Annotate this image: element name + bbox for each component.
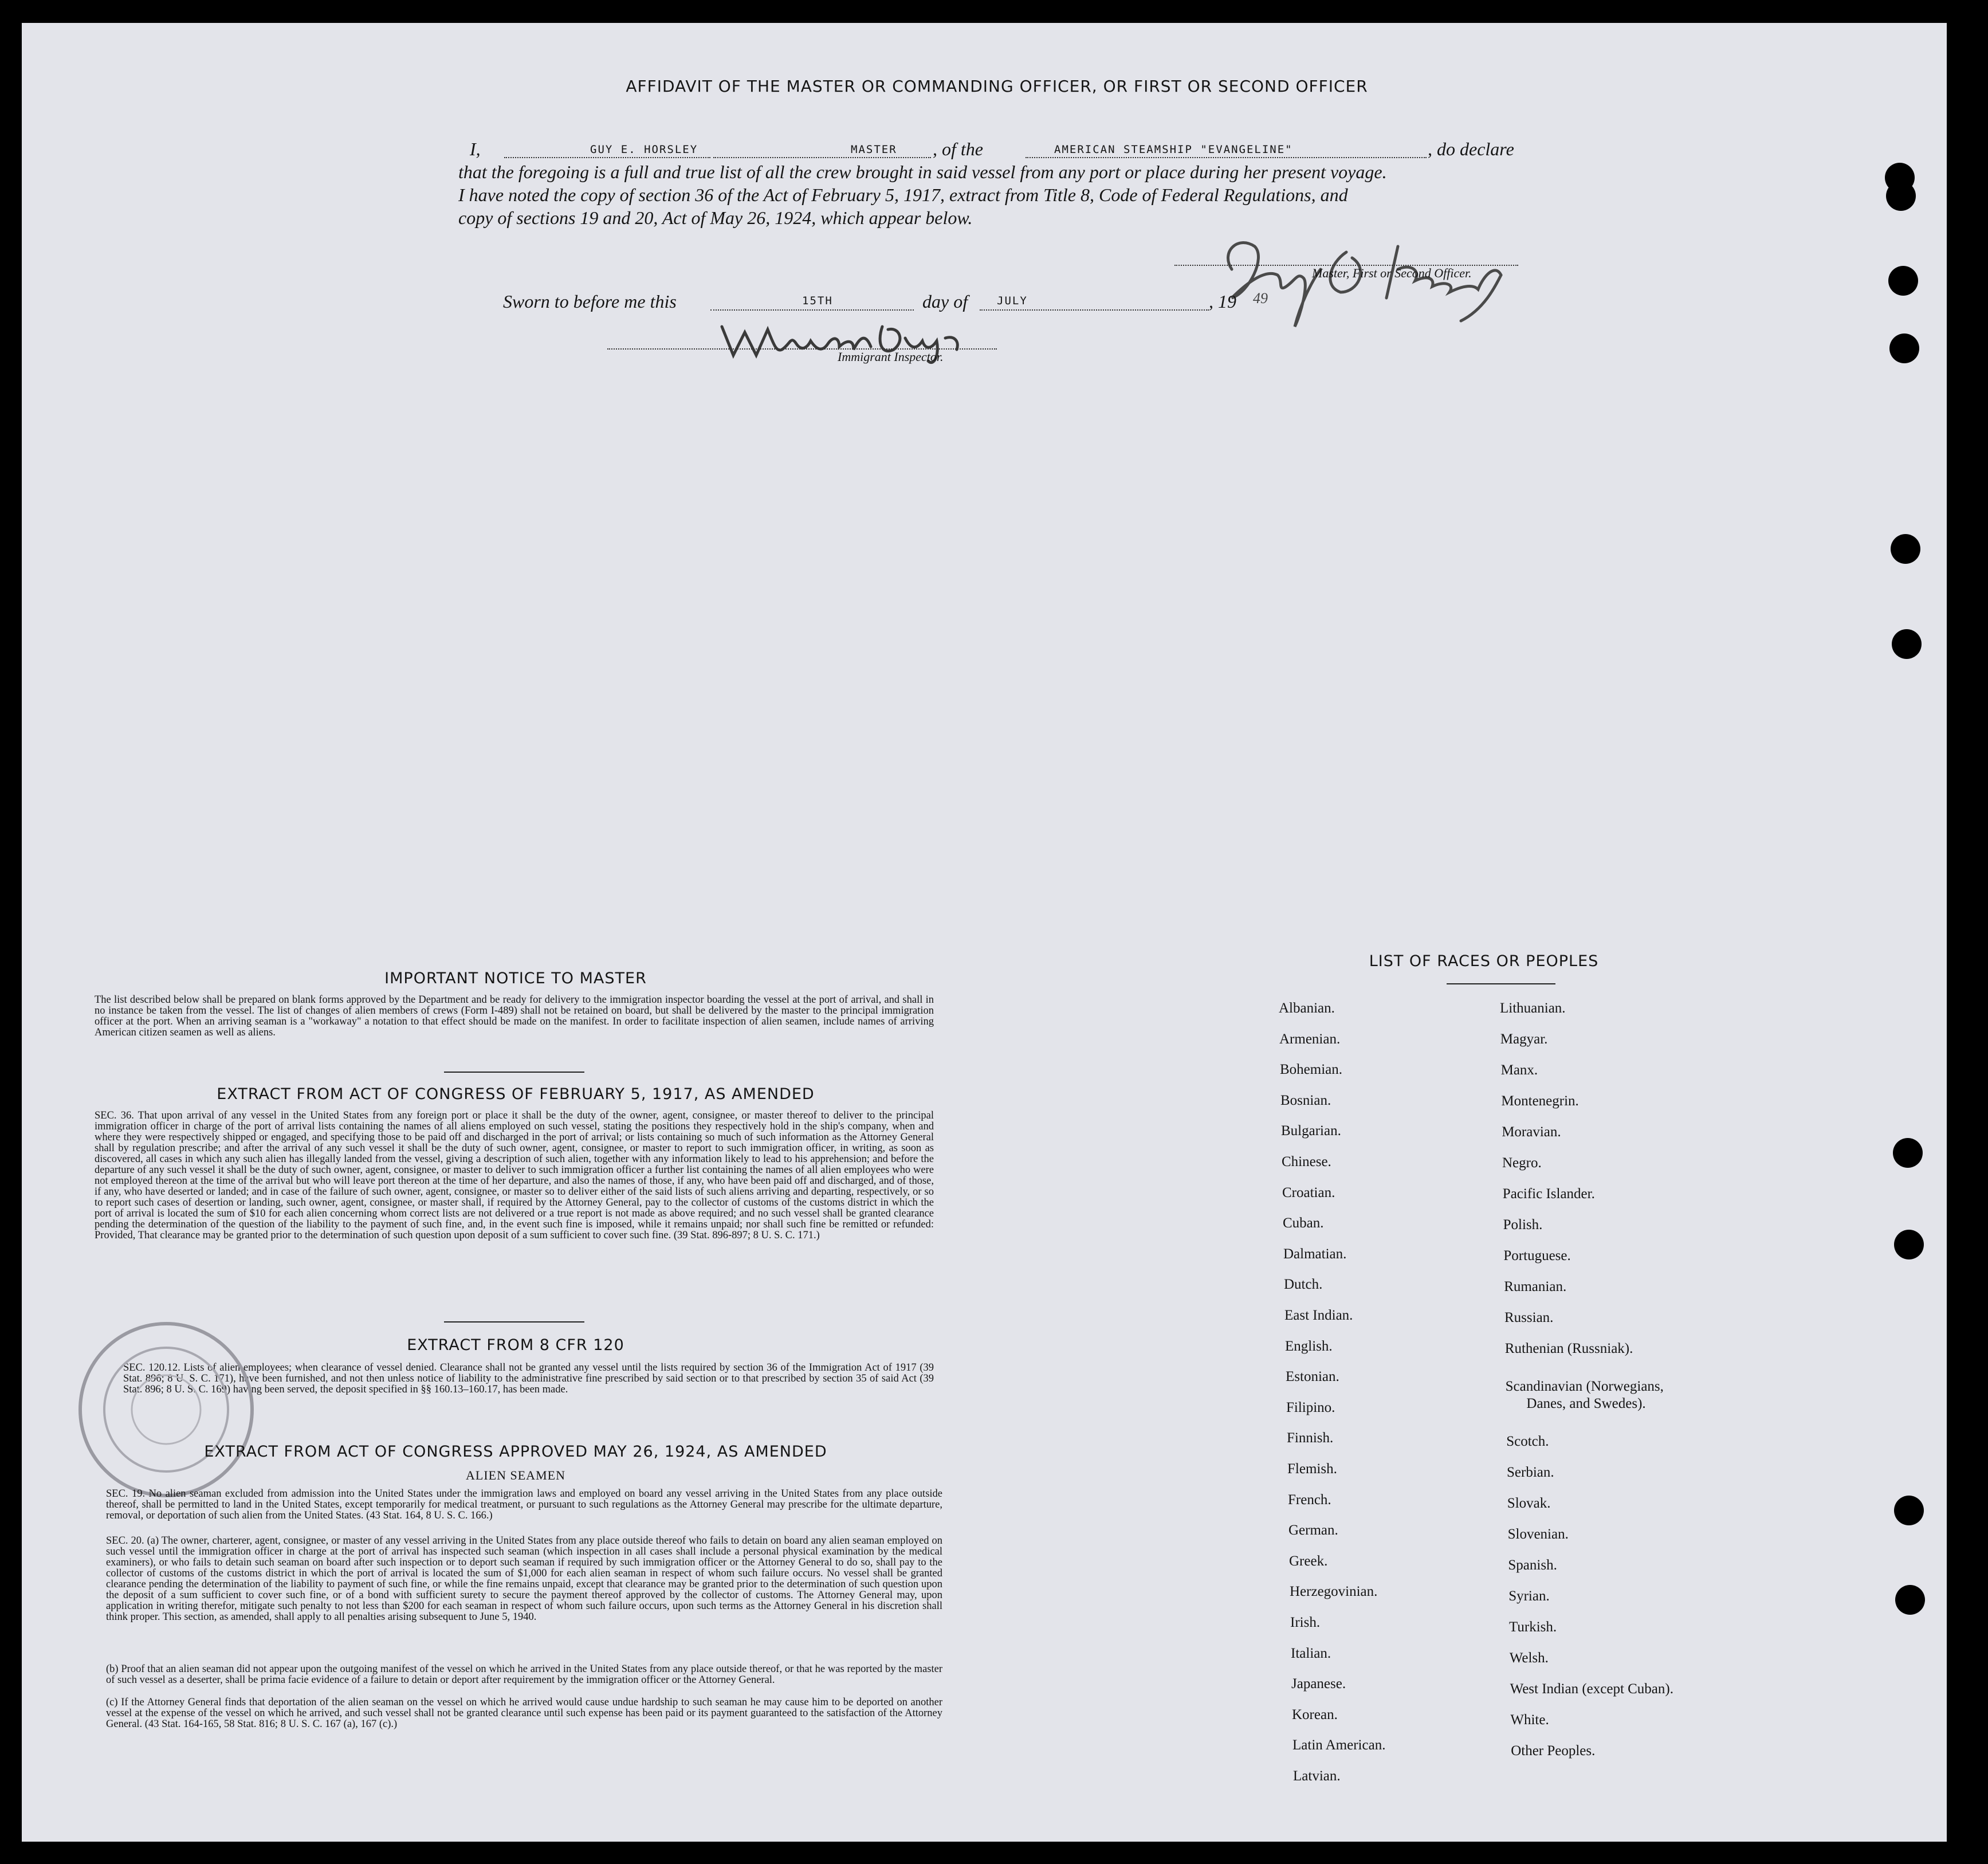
race-item: German. — [1288, 1522, 1338, 1539]
race-item: Danes, and Swedes). — [1526, 1396, 1646, 1411]
year-prefix: , 19 — [1209, 291, 1236, 312]
extract-cfr-title: EXTRACT FROM 8 CFR 120 — [407, 1336, 624, 1354]
day-field — [710, 292, 914, 311]
race-item: Pacific Islander. — [1502, 1186, 1595, 1202]
race-item: Manx. — [1500, 1062, 1538, 1078]
race-item: East Indian. — [1284, 1308, 1353, 1323]
year-value: 49 — [1253, 290, 1268, 307]
race-item: Negro. — [1502, 1155, 1542, 1171]
day-value: 15TH — [802, 295, 833, 307]
race-item: Cuban. — [1283, 1215, 1324, 1231]
notice-text: The list described below shall be prepared on blank forms approved by the Department and be ready for delivery to the immigration inspector boarding the vessel at the port of arrival, and shall in no instance be taken from the vessel. The list of changes of alien members of crews (Form I-489) shall not be retained on board, but shall be delivered by the master to the principal immigration officer at the port. When an arriving seaman is a "workaway" a notation to that effect should be made on the manifest. In order to facilitate inspection of alien seamen, include names of arriving American citizen seamen as well as aliens. — [95, 994, 934, 1038]
notice-title: IMPORTANT NOTICE TO MASTER — [384, 970, 647, 987]
affidavit-body-line: copy of sections 19 and 20, Act of May 26, 1924, which appear below. — [458, 207, 973, 228]
punch-hole — [1892, 629, 1922, 659]
race-item: Russian. — [1504, 1310, 1554, 1325]
sworn-label: Sworn to before me this — [503, 291, 677, 312]
race-item: Flemish. — [1287, 1461, 1337, 1477]
signature-caption: Master, First or Second Officer. — [1312, 266, 1472, 280]
race-item: Latin American. — [1292, 1737, 1386, 1753]
ink-stamp — [69, 1312, 264, 1507]
divider — [444, 1072, 584, 1073]
race-item: Korean. — [1292, 1706, 1338, 1722]
extract-1924-title: EXTRACT FROM ACT OF CONGRESS APPROVED MAY 26, 1924, AS AMENDED — [204, 1443, 827, 1461]
race-item: Portuguese. — [1503, 1248, 1571, 1263]
race-item: Bulgarian. — [1281, 1123, 1341, 1139]
month-field — [980, 292, 1209, 311]
sec20a-text: SEC. 20. (a) The owner, charterer, agent, consignee, or master of any vessel arriving in the United States from any place outside thereof who fails to detain on board any alien seaman employed on such vessel until the immigration officer in charge at the port of arrival has inspected such seaman (which inspection in all cases shall include a personal physical examination by the medical examiners), or who fails to detain such seaman on board after such inspection or to deport such seaman if required by such immigration officer or the Attorney General to do so, shall pay to the collector of customs of the customs district in which the port of arrival is located the sum of $1,000 for each alien seaman in respect of whom such failure occurs. No vessel shall be granted clearance pending the determination of the liability to payment of such fine, or while the fine remains unpaid, except that clearance may be granted prior to the determination of such question upon the deposit of a sum sufficient to cover such fine, or of a bond with sufficient surety to secure the payment thereof approved by the collector of customs. The Attorney General may, upon application in writing therefor, mitigate such penalty to not less than $200 for each seaman in respect of whom such failure occurs, upon such terms as the Attorney General in his discretion shall think proper. This section, as amended, shall apply to all penalties arising subsequent to June 5, 1940. — [106, 1535, 942, 1623]
race-item: Japanese. — [1291, 1676, 1346, 1692]
month-value: JULY — [997, 295, 1028, 307]
extract-1917-text: SEC. 36. That upon arrival of any vessel in the United States from any foreign port or place it shall be the duty of the owner, agent, consignee, or master thereof to deliver to the principal immigration officer in charge of the port of arrival lists containing the names of all aliens employed on such vessel, stating the positions they respectively hold in the ship's company, when and where they were respectively shipped or engaged, and specifying those to be paid off and discharged in the port of arrival; or lists containing so much of such information as the Attorney General shall by regulation prescribe; and after the arrival of any such vessel it shall be the duty of such owner, agent, consignee, or master to report to such immigration officer, in writing, as soon as discovered, all cases in which any such alien has illegally landed from the vessel, giving a description of such alien, together with any information likely to lead to his apprehension; and before the departure of any such vessel it shall be the duty of such owner, agent, consignee, or master to deliver to such immigration officer a further list containing the names of all alien employees who were not employed thereon at the time of the arrival but who will leave port thereon at the time of her departure, and also the names of those, if any, who have been paid off and discharged, and of those, if any, who have deserted or landed; and in case of the failure of such owner, agent, consignee, or master so to deliver either of the said lists of such aliens arriving and departing, respectively, or so to report such cases of desertion or landing, such owner, agent, consignee, or master shall, if required by the Attorney General, pay to the collector of customs of the customs district in which the port of arrival is located the sum of $10 for each alien concerning whom correct lists are not delivered or a true report is not made as above required; and no such vessel shall be granted clearance pending the determination of the question of the liability to the payment of such fine, and, in the event such fine is imposed, while it remains unpaid; nor shall such fine be remitted or refunded: Provided, That clearance may be granted prior to the determination of such question upon deposit of a sum sufficient to cover such fine. (39 Stat. 896-897; 8 U. S. C. 171.) — [95, 1110, 934, 1241]
rank-field — [713, 140, 931, 158]
master-signature — [1215, 229, 1535, 332]
race-item: Dutch. — [1284, 1277, 1323, 1293]
affidavit-title: AFFIDAVIT OF THE MASTER OR COMMANDING OFFICER, OR FIRST OR SECOND OFFICER — [626, 77, 1368, 96]
race-item: Finnish. — [1287, 1430, 1334, 1446]
race-item: Croatian. — [1282, 1184, 1335, 1200]
alien-seamen-subtitle: ALIEN SEAMEN — [466, 1468, 565, 1482]
race-item: Rumanian. — [1504, 1279, 1567, 1294]
race-item: Greek. — [1289, 1553, 1328, 1569]
race-item: Bohemian. — [1280, 1062, 1343, 1078]
punch-hole — [1894, 1230, 1924, 1259]
day-of-label: day of — [922, 291, 968, 312]
master-name: GUY E. HORSLEY — [590, 143, 698, 156]
affidavit-body-line: that the foregoing is a full and true list of all the crew brought in said vessel from any port or place during her present voyage. — [458, 162, 1387, 182]
sec20b-text: (b) Proof that an alien seaman did not appear upon the outgoing manifest of the vessel on which he arrived in the United States from any place outside thereof, or that he was reported by the master of such vessel as a deserter, shall be prima facie evidence of a failure to detain or deport after requirement by the immigration officer or the Attorney General. — [106, 1663, 942, 1686]
race-item: Other Peoples. — [1511, 1743, 1596, 1759]
race-item: Scotch. — [1506, 1434, 1549, 1449]
punch-hole — [1894, 1496, 1924, 1525]
punch-hole — [1886, 181, 1916, 211]
race-item: Dalmatian. — [1283, 1246, 1347, 1262]
extract-cfr-text: SEC. 120.12. Lists of alien employees; when clearance of vessel denied. Clearance shall not be granted any vessel until the lists required by section 36 of the Immigration Act of 1917 (39 Stat. 896; 8 U. S. C. 171), have been furnished, and not then unless notice of liability to the administrative fine prescribed by said section or to that prescribed by section 35 of said Act (39 Stat. 896; 8 U. S. C. 169) having been served, the deposit specified in §§ 160.13–160.17, has been made. — [123, 1362, 934, 1395]
race-item: Albanian. — [1279, 1000, 1335, 1016]
vessel-name: AMERICAN STEAMSHIP "EVANGELINE" — [1054, 143, 1293, 156]
race-item: Ruthenian (Russniak). — [1504, 1341, 1633, 1356]
race-item: Herzegovinian. — [1290, 1584, 1378, 1600]
inspector-caption: Immigrant Inspector. — [838, 350, 944, 364]
punch-hole — [1891, 534, 1920, 564]
race-item: Syrian. — [1508, 1588, 1550, 1604]
declare-label: , do declare — [1428, 139, 1514, 159]
race-item: French. — [1288, 1492, 1331, 1508]
race-item: Welsh. — [1509, 1650, 1549, 1666]
race-item: Filipino. — [1286, 1399, 1335, 1415]
rank-value: MASTER — [851, 143, 897, 156]
race-item: Turkish. — [1509, 1619, 1557, 1635]
race-item: Chinese. — [1282, 1154, 1331, 1170]
divider — [1447, 983, 1555, 984]
race-item: White. — [1510, 1712, 1549, 1728]
race-item: Armenian. — [1279, 1031, 1341, 1047]
race-item: Lithuanian. — [1500, 1000, 1566, 1016]
race-item: Latvian. — [1293, 1768, 1341, 1784]
race-item: Italian. — [1291, 1645, 1331, 1661]
sec20c-text: (c) If the Attorney General finds that deportation of the alien seaman on the vessel on which he arrived would cause undue hardship to such seaman he may cause him to be deported on another vessel at the expense of the vessel on which he arrived, and such vessel shall not be granted clearance until such expense has been paid or its payment guaranteed to the satisfaction of the Attorney General. (43 Stat. 164-165, 58 Stat. 816; 8 U. S. C. 167 (a), 167 (c).) — [106, 1697, 942, 1730]
race-item: Moravian. — [1502, 1124, 1561, 1140]
extract-1917-title: EXTRACT FROM ACT OF CONGRESS OF FEBRUARY 5, 1917, AS AMENDED — [217, 1085, 815, 1103]
punch-hole — [1889, 333, 1919, 363]
race-item: Spanish. — [1508, 1557, 1557, 1573]
divider — [444, 1321, 584, 1323]
affidavit-i-label: I, — [470, 139, 481, 159]
race-item: West Indian (except Cuban). — [1510, 1681, 1673, 1697]
race-item: Bosnian. — [1280, 1092, 1331, 1108]
race-item: Irish. — [1290, 1615, 1321, 1630]
punch-hole — [1888, 266, 1918, 296]
race-item: Scandinavian (Norwegians, — [1505, 1379, 1664, 1394]
race-item: English. — [1285, 1338, 1333, 1354]
race-item: Montenegrin. — [1501, 1093, 1579, 1109]
punch-hole — [1895, 1585, 1925, 1615]
sec19-text: SEC. 19. No alien seaman excluded from admission into the United States under the immigration laws and employed on board any vessel arriving in the United States from any place outside thereof, shall be permitted to land in the United States, except temporarily for medical treatment, or pursuant to such regulations as the Attorney General may prescribe for the ultimate departure, removal, or deportation of such alien from the United States. (43 Stat. 164, 8 U. S. C. 166.) — [106, 1488, 942, 1521]
of-the-label: , of the — [933, 139, 983, 159]
race-item: Slovenian. — [1507, 1526, 1569, 1542]
race-item: Polish. — [1503, 1217, 1543, 1233]
race-item: Serbian. — [1507, 1465, 1554, 1480]
vessel-field — [1026, 140, 1427, 158]
race-item: Magyar. — [1500, 1031, 1548, 1047]
races-title: LIST OF RACES OR PEOPLES — [1369, 952, 1599, 970]
race-item: Estonian. — [1286, 1369, 1339, 1385]
race-item: Slovak. — [1507, 1496, 1551, 1511]
name-field — [504, 140, 710, 158]
affidavit-body-line: I have noted the copy of section 36 of the Act of February 5, 1917, extract from Title 8, Code of Federal Regulations, and — [458, 185, 1348, 205]
punch-hole — [1893, 1138, 1923, 1168]
